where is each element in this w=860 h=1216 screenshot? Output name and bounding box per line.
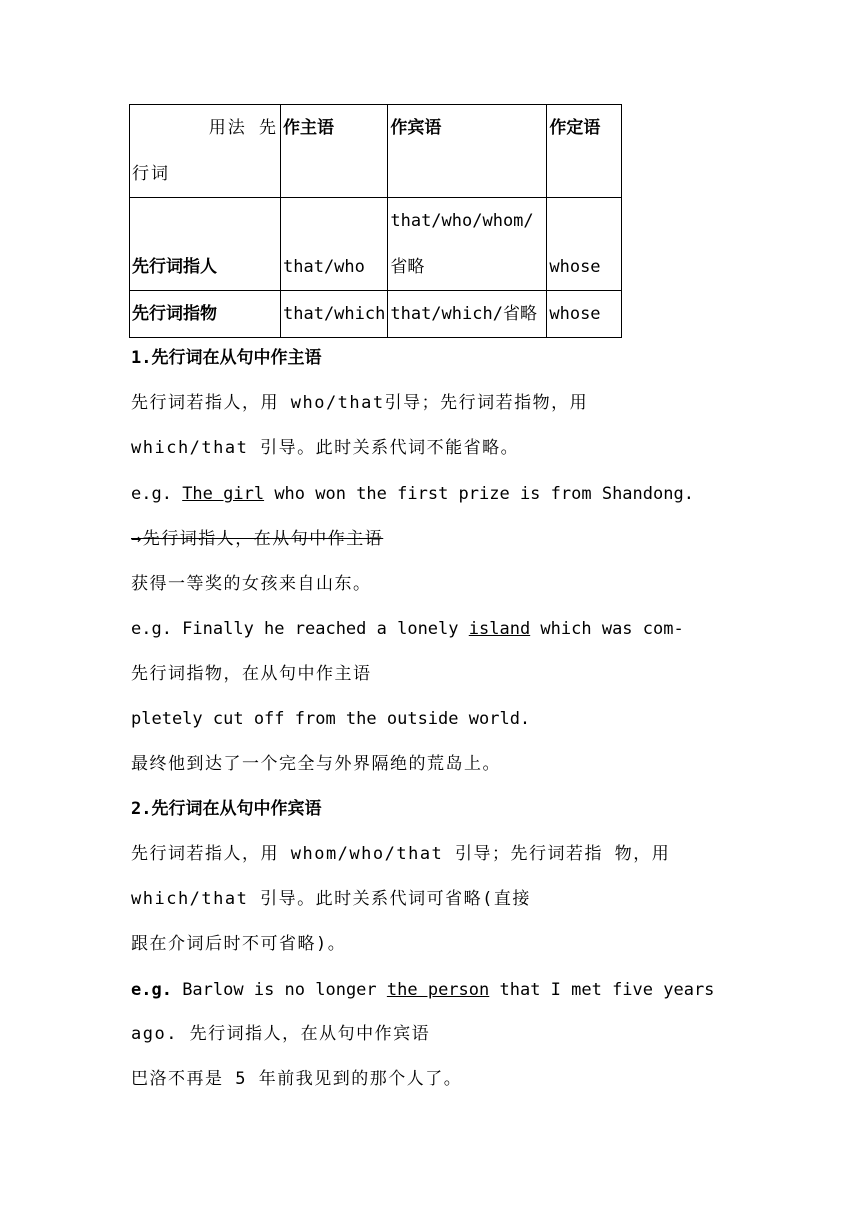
section1-example1-note: →先行词指人，在从句中作主语 <box>131 529 384 549</box>
row-label-person: 先行词指人 <box>130 198 281 291</box>
section1-example1 <box>131 479 694 509</box>
header-object: 作宾语 <box>388 105 547 198</box>
example2-prefix: e.g. Finally he reached a lonely <box>131 619 469 639</box>
section2-example-rest: that I met five years <box>489 980 715 1000</box>
table-header-row <box>130 105 622 198</box>
header-subject: 作主语 <box>281 105 388 198</box>
section2-example <box>131 975 714 1005</box>
table-corner-cell <box>130 105 281 198</box>
cell-person-object-line2: 省略 <box>390 257 425 277</box>
section1-rule-line1: 先行词若指人，用 who/that引导；先行词若指物，用 <box>131 393 589 413</box>
relative-pronoun-table <box>129 104 622 338</box>
section2-rule-line2: which/that 引导。此时关系代词可省略(直接 <box>131 889 531 909</box>
cell-person-object-line1: that/who/whom/ <box>390 211 534 231</box>
example1-prefix: e.g. <box>131 484 183 504</box>
section2-example-antecedent: the person <box>386 980 490 1000</box>
section1-heading: 1.先行词在从句中作主语 <box>131 348 322 368</box>
header-attribute: 作定语 <box>547 105 622 198</box>
example1-antecedent: The girl <box>182 484 265 504</box>
section1-example2 <box>131 614 684 644</box>
cell-person-object <box>388 198 547 291</box>
section1-example2-translation: 最终他到达了一个完全与外界隔绝的荒岛上。 <box>131 754 501 774</box>
section1-example2-note: 先行词指物，在从句中作主语 <box>131 664 372 684</box>
section2-heading: 2.先行词在从句中作宾语 <box>131 799 322 819</box>
cell-person-subject: that/who <box>281 198 388 291</box>
cell-thing-subject: that/which <box>281 291 388 338</box>
example2-rest: which was com- <box>530 619 684 639</box>
cell-thing-attribute: whose <box>547 291 622 338</box>
example2-antecedent: island <box>468 619 531 639</box>
example1-rest: who won the first prize is from Shandong. <box>264 484 694 504</box>
section1-example2-continuation: pletely cut off from the outside world. <box>131 709 531 729</box>
section2-rule-line1: 先行词若指人，用 whom/who/that 引导；先行词若指 物，用 <box>131 844 671 864</box>
corner-top-label: 用法 先 <box>208 118 278 138</box>
corner-bottom-label: 行词 <box>132 164 170 184</box>
table-row <box>130 198 622 291</box>
section2-example-prefix: e.g. <box>131 980 172 1000</box>
section1-rule-line2: which/that 引导。此时关系代词不能省略。 <box>131 438 520 458</box>
section2-example-translation: 巴洛不再是 5 年前我见到的那个人了。 <box>131 1069 463 1089</box>
section1-example1-translation: 获得一等奖的女孩来自山东。 <box>131 574 372 594</box>
cell-person-attribute: whose <box>547 198 622 291</box>
row-label-thing: 先行词指物 <box>130 291 281 338</box>
section2-example-continuation: ago. 先行词指人，在从句中作宾语 <box>131 1024 431 1044</box>
section2-example-mid: Barlow is no longer <box>171 980 387 1000</box>
table-row <box>130 291 622 338</box>
section2-rule-line3: 跟在介词后时不可省略)。 <box>131 934 347 954</box>
cell-thing-object: that/which/省略 <box>388 291 547 338</box>
